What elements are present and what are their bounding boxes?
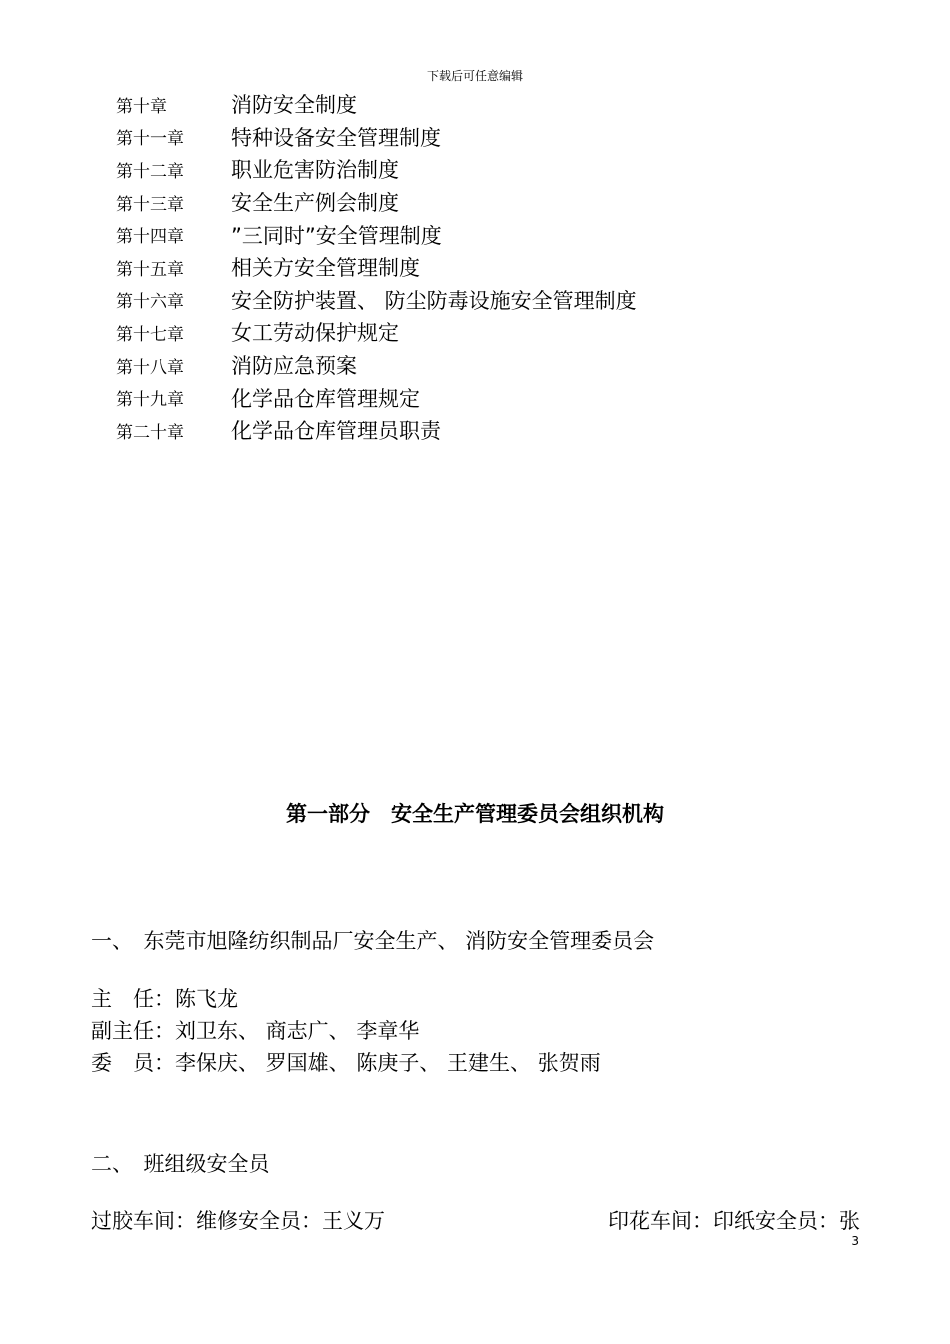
- toc-row: [116, 251, 816, 284]
- committee-director: 主 任：陈飞龙: [91, 987, 238, 1011]
- toc-chapter-title: 职业危害防治制度: [231, 158, 399, 183]
- toc-chapter-label: 第十二章: [116, 161, 184, 182]
- toc-chapter-title: 化学品仓库管理规定: [231, 386, 420, 411]
- toc-chapter-title: 特种设备安全管理制度: [231, 125, 441, 150]
- toc-row: [116, 381, 816, 414]
- toc-row: [116, 349, 816, 382]
- toc-chapter-label: 第十八章: [116, 357, 184, 378]
- table-of-contents: [116, 88, 816, 447]
- toc-row: [116, 316, 816, 349]
- toc-chapter-label: 第十章: [116, 96, 167, 117]
- section-2-heading: 二、 班组级安全员: [91, 1152, 270, 1176]
- toc-chapter-title: 消防安全制度: [231, 93, 357, 118]
- toc-row: [116, 284, 816, 317]
- workshop-safety-officer-left: 过胶车间：维修安全员：王义万: [91, 1209, 385, 1233]
- toc-row: [116, 88, 816, 121]
- page-number: 3: [851, 1234, 859, 1248]
- toc-chapter-label: 第十三章: [116, 194, 184, 215]
- toc-chapter-label: 第十九章: [116, 390, 184, 411]
- toc-chapter-title: 消防应急预案: [231, 354, 357, 379]
- toc-row: [116, 218, 816, 251]
- toc-row: [116, 414, 816, 447]
- committee-members: 委 员：李保庆、 罗国雄、 陈庚子、 王建生、 张贺雨: [91, 1051, 601, 1075]
- toc-chapter-title: 安全生产例会制度: [231, 191, 399, 216]
- toc-chapter-label: 第十七章: [116, 324, 184, 345]
- committee-deputy: 副主任：刘卫东、 商志广、 李章华: [91, 1019, 420, 1043]
- toc-chapter-title: 女工劳动保护规定: [231, 321, 399, 346]
- toc-row: [116, 121, 816, 154]
- toc-chapter-title: ”三同时”安全管理制度: [231, 223, 442, 248]
- toc-chapter-label: 第十四章: [116, 227, 184, 248]
- toc-chapter-label: 第十五章: [116, 259, 184, 280]
- section-1-heading: 一、 东莞市旭隆纺织制品厂安全生产、 消防安全管理委员会: [91, 929, 655, 953]
- toc-chapter-title: 安全防护装置、 防尘防毒设施安全管理制度: [231, 288, 637, 313]
- toc-row: [116, 186, 816, 219]
- toc-row: [116, 153, 816, 186]
- workshop-safety-officer-right: 印花车间：印纸安全员：张: [608, 1209, 860, 1233]
- toc-chapter-title: 相关方安全管理制度: [231, 256, 420, 281]
- part-title: 第一部分 安全生产管理委员会组织机构: [286, 802, 664, 826]
- toc-chapter-label: 第十六章: [116, 292, 184, 313]
- header-note: 下载后可任意编辑: [426, 69, 523, 83]
- toc-chapter-label: 第十一章: [116, 129, 184, 150]
- toc-chapter-title: 化学品仓库管理员职责: [231, 419, 441, 444]
- toc-chapter-label: 第二十章: [116, 422, 184, 443]
